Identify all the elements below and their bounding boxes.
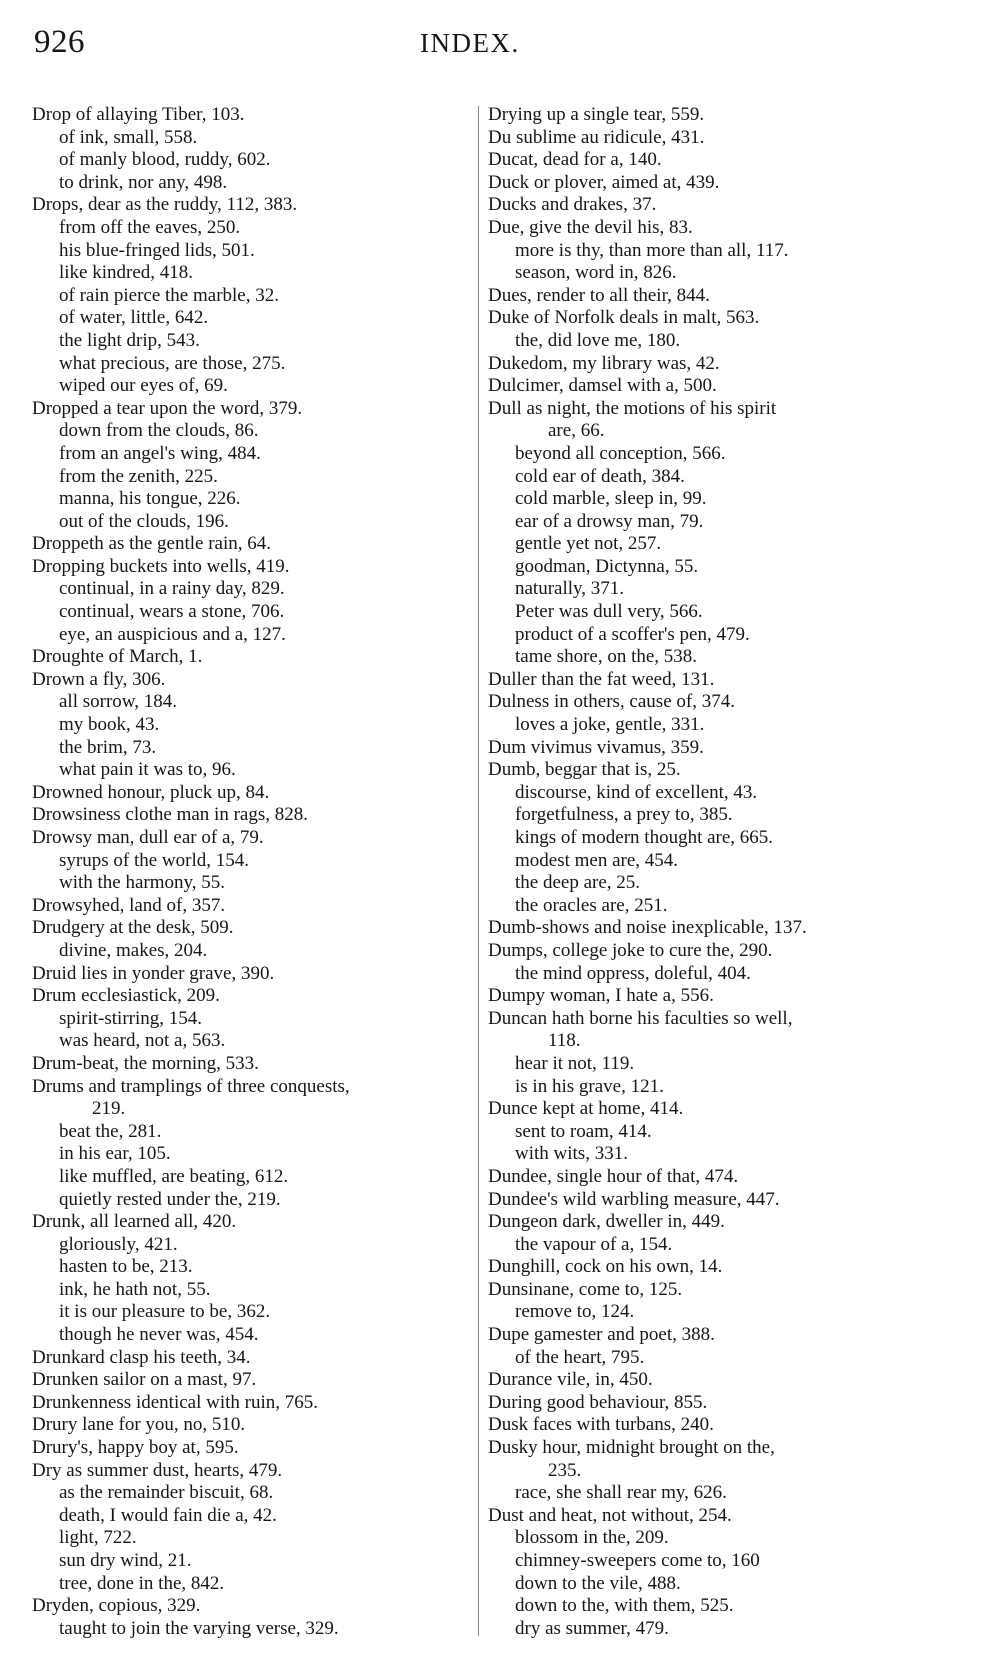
index-subentry: all sorrow, 184. (59, 691, 178, 713)
index-subentry: like muffled, are beating, 612. (59, 1165, 289, 1187)
index-subentry: sun dry wind, 21. (59, 1550, 192, 1571)
index-subentry: the mind oppress, doleful, 404. (515, 962, 751, 984)
index-subentry: hasten to be, 213. (59, 1256, 193, 1278)
index-entry: Drury lane for you, no, 510. (32, 1414, 246, 1436)
index-entry: Dumpy woman, I hate a, 556. (488, 985, 714, 1007)
index-entry: Drunkard clasp his teeth, 34. (32, 1346, 251, 1368)
index-subentry: are, 66. (548, 420, 605, 442)
index-entry: Drowned honour, pluck up, 84. (32, 781, 270, 803)
index-entry: Dundee, single hour of that, 474. (488, 1165, 739, 1187)
index-entry: Drunken sailor on a mast, 97. (32, 1369, 257, 1391)
index-subentry: continual, in a rainy day, 829. (59, 578, 285, 600)
index-entry: Drudgery at the desk, 509. (32, 917, 234, 939)
index-subentry: like kindred, 418. (59, 262, 194, 284)
index-entry: Dungeon dark, dweller in, 449. (488, 1211, 725, 1233)
index-subentry: divine, makes, 204. (59, 939, 208, 961)
index-entry: Dumb, beggar that is, 25. (488, 759, 681, 781)
index-entry: Drown a fly, 306. (32, 668, 166, 690)
index-subentry: his blue-fringed lids, 501. (59, 239, 255, 261)
index-subentry: season, word in, 826. (515, 262, 677, 284)
index-subentry: from the zenith, 225. (59, 465, 218, 487)
index-subentry: my book, 43. (59, 714, 160, 736)
index-subentry: the vapour of a, 154. (515, 1233, 673, 1255)
index-subentry: ink, he hath not, 55. (59, 1278, 211, 1300)
index-entry: Dryden, copious, 329. (32, 1595, 201, 1617)
index-entry: During good behaviour, 855. (488, 1391, 708, 1413)
index-entry: Dunsinane, come to, 125. (488, 1278, 683, 1300)
index-subentry: what precious, are those, 275. (59, 352, 286, 374)
index-subentry: modest men are, 454. (515, 849, 679, 871)
index-entry: Drying up a single tear, 559. (488, 104, 705, 125)
index-subentry: down from the clouds, 86. (59, 420, 259, 442)
index-subentry: the deep are, 25. (515, 872, 641, 894)
index-entry: Du sublime au ridicule, 431. (488, 126, 705, 148)
index-entry: Dunce kept at home, 414. (488, 1098, 684, 1120)
index-subentry: wiped our eyes of, 69. (59, 375, 228, 397)
index-subentry: syrups of the world, 154. (59, 849, 249, 871)
index-subentry: goodman, Dictynna, 55. (515, 555, 699, 577)
index-entry: Drury's, happy boy at, 595. (32, 1437, 239, 1459)
index-subentry: is in his grave, 121. (515, 1075, 664, 1097)
index-entry: Drums and tramplings of three conquests, (32, 1075, 350, 1097)
index-entry: Druid lies in yonder grave, 390. (32, 962, 275, 984)
index-subentry: hear it not, 119. (515, 1052, 635, 1074)
index-subentry: continual, wears a stone, 706. (59, 601, 285, 623)
index-entry: Dumps, college joke to cure the, 290. (488, 939, 773, 961)
running-head: INDEX. (420, 28, 520, 58)
index-subentry: chimney-sweepers come to, 160 (515, 1550, 760, 1571)
index-subentry: what pain it was to, 96. (59, 759, 236, 781)
index-subentry: taught to join the varying verse, 329. (59, 1617, 339, 1639)
index-subentry: manna, his tongue, 226. (59, 488, 241, 510)
index-entry: Drunkenness identical with ruin, 765. (32, 1391, 319, 1413)
index-subentry: of rain pierce the marble, 32. (59, 284, 279, 306)
index-subentry: ear of a drowsy man, 79. (515, 510, 704, 532)
index-subentry: more is thy, than more than all, 117. (515, 239, 789, 261)
index-entry: Dropping buckets into wells, 419. (32, 555, 290, 577)
index-subentry: as the remainder biscuit, 68. (59, 1482, 274, 1504)
index-entry: Dues, render to all their, 844. (488, 284, 710, 306)
index-subentry: in his ear, 105. (59, 1143, 171, 1165)
index-subentry: tame shore, on the, 538. (515, 646, 698, 668)
index-subentry: remove to, 124. (515, 1301, 635, 1323)
index-subentry: the brim, 73. (59, 736, 157, 758)
index-subentry: down to the vile, 488. (515, 1572, 681, 1594)
index-subentry: 219. (92, 1098, 126, 1120)
index-subentry: down to the, with them, 525. (515, 1595, 734, 1617)
index-subentry: tree, done in the, 842. (59, 1572, 225, 1594)
index-subentry: dry as summer, 479. (515, 1617, 669, 1639)
index-subentry: gentle yet not, 257. (515, 533, 662, 555)
index-subentry: the, did love me, 180. (515, 329, 681, 351)
index-entry: Drowsyhed, land of, 357. (32, 894, 226, 916)
index-subentry: though he never was, 454. (59, 1324, 259, 1346)
index-entry: Dulcimer, damsel with a, 500. (488, 375, 717, 397)
index-subentry: of manly blood, ruddy, 602. (59, 149, 271, 171)
index-column-right (488, 104, 958, 1640)
index-subentry: spirit-stirring, 154. (59, 1007, 203, 1029)
index-entry: Dropped a tear upon the word, 379. (32, 397, 303, 419)
index-entry: Drum ecclesiastick, 209. (32, 985, 220, 1007)
index-entry: Duller than the fat weed, 131. (488, 668, 715, 690)
index-subentry: with wits, 331. (515, 1143, 628, 1165)
index-subentry: beyond all conception, 566. (515, 442, 726, 464)
index-subentry: the oracles are, 251. (515, 894, 668, 916)
column-divider (478, 106, 479, 1636)
index-entry: Dum vivimus vivamus, 359. (488, 736, 704, 758)
index-subentry: product of a scoffer's pen, 479. (515, 623, 750, 645)
index-subentry: of ink, small, 558. (59, 126, 198, 148)
index-subentry: eye, an auspicious and a, 127. (59, 623, 286, 645)
index-entry: Dull as night, the motions of his spirit (488, 397, 777, 419)
index-subentry: was heard, not a, 563. (59, 1030, 226, 1052)
index-subentry: gloriously, 421. (59, 1233, 178, 1255)
index-subentry: beat the, 281. (59, 1120, 162, 1142)
index-subentry: with the harmony, 55. (59, 872, 226, 894)
index-entry: Duke of Norfolk deals in malt, 563. (488, 307, 760, 329)
index-column-left (32, 104, 468, 1640)
index-entry: Droughte of March, 1. (32, 646, 203, 668)
index-subentry: forgetfulness, a prey to, 385. (515, 804, 733, 826)
index-entry: Dukedom, my library was, 42. (488, 352, 720, 374)
index-subentry: death, I would fain die a, 42. (59, 1504, 277, 1526)
index-entry: Ducat, dead for a, 140. (488, 149, 662, 171)
page-number: 926 (34, 24, 85, 60)
index-subentry: quietly rested under the, 219. (59, 1188, 281, 1210)
index-entry: Droppeth as the gentle rain, 64. (32, 533, 272, 555)
index-subentry: from off the eaves, 250. (59, 216, 241, 238)
index-entry: Dusky hour, midnight brought on the, (488, 1437, 775, 1459)
index-subentry: to drink, nor any, 498. (59, 171, 228, 193)
index-subentry: race, she shall rear my, 626. (515, 1482, 727, 1504)
index-entry: Dumb-shows and noise inexplicable, 137. (488, 917, 807, 939)
index-entry: Duncan hath borne his faculties so well, (488, 1007, 793, 1029)
index-entry: Durance vile, in, 450. (488, 1369, 653, 1391)
index-subentry: the light drip, 543. (59, 329, 200, 351)
index-entry: Dupe gamester and poet, 388. (488, 1324, 715, 1346)
index-entry: Dust and heat, not without, 254. (488, 1504, 732, 1526)
index-subentry: 235. (548, 1459, 582, 1481)
index-entry: Drunk, all learned all, 420. (32, 1211, 237, 1233)
index-subentry: cold ear of death, 384. (515, 465, 685, 487)
index-subentry: naturally, 371. (515, 578, 625, 600)
index-subentry: of water, little, 642. (59, 307, 209, 329)
index-entry: Dunghill, cock on his own, 14. (488, 1256, 723, 1278)
index-entry: Dry as summer dust, hearts, 479. (32, 1459, 283, 1481)
index-subentry: kings of modern thought are, 665. (515, 827, 774, 848)
index-entry: Dusk faces with turbans, 240. (488, 1414, 714, 1436)
index-entry: Dulness in others, cause of, 374. (488, 691, 735, 713)
index-subentry: 118. (548, 1030, 581, 1052)
index-entry: Dundee's wild warbling measure, 447. (488, 1188, 780, 1210)
index-subentry: blossom in the, 209. (515, 1527, 669, 1549)
index-subentry: it is our pleasure to be, 362. (59, 1301, 271, 1323)
index-entry: Drop of allaying Tiber, 103. (32, 104, 245, 125)
index-subentry: loves a joke, gentle, 331. (515, 714, 705, 736)
index-subentry: from an angel's wing, 484. (59, 442, 261, 464)
index-entry: Due, give the devil his, 83. (488, 216, 693, 238)
index-subentry: discourse, kind of excellent, 43. (515, 781, 758, 803)
index-subentry: cold marble, sleep in, 99. (515, 488, 707, 510)
index-subentry: Peter was dull very, 566. (515, 601, 703, 623)
index-entry: Drowsiness clothe man in rags, 828. (32, 804, 308, 826)
index-entry: Duck or plover, aimed at, 439. (488, 171, 720, 193)
index-entry: Drowsy man, dull ear of a, 79. (32, 827, 264, 848)
index-subentry: out of the clouds, 196. (59, 510, 229, 532)
index-entry: Drum-beat, the morning, 533. (32, 1052, 259, 1074)
index-subentry: light, 722. (59, 1527, 137, 1549)
index-subentry: of the heart, 795. (515, 1346, 645, 1368)
index-subentry: sent to roam, 414. (515, 1120, 652, 1142)
index-entry: Ducks and drakes, 37. (488, 194, 657, 216)
index-entry: Drops, dear as the ruddy, 112, 383. (32, 194, 298, 216)
